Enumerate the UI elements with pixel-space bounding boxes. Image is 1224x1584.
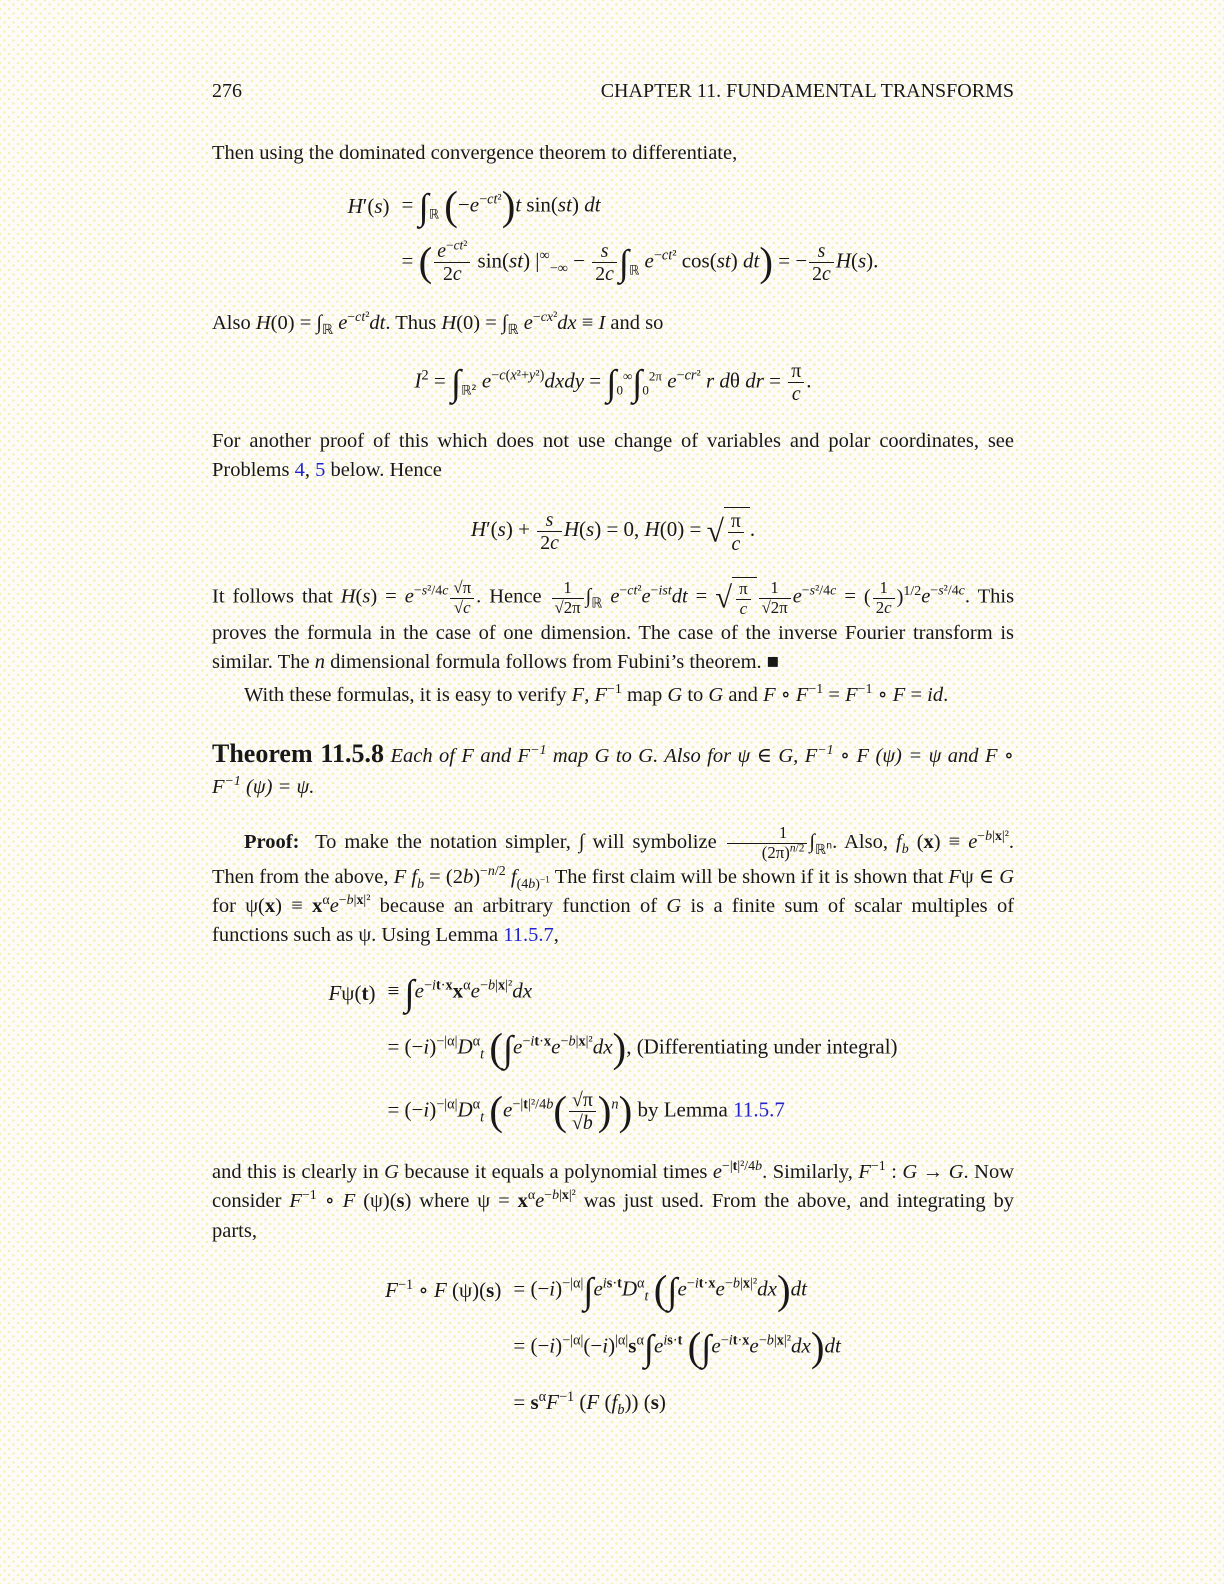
equation-I-squared: $I^2 = \int_{ℝ^2}$ $e^{-c(x^2+y^2)}dxdy = \int_0^\infty\int_0^{2\pi}$ $e^{-cr^2}$ r dθ dr = $\frac{\pi}{c}$ . (414, 359, 812, 405)
page-header (212, 80, 1014, 103)
equation-ode-H: H′(s) + $\frac{s}{2c}$ H(s) = 0, H(0) = √ $\frac{\pi}{c}$ . (470, 508, 756, 556)
paragraph-it-follows: It follows that $H(s) = e^{-s^2/4c}$ $\frac{√\pi}{√c}$ . Hence $\frac{1}{√2\pi}$ $\int_ℝ$ $e^{-ct^2}e^{-ist}dt$ = √ $\frac{\pi}{c}$ $\frac{1}{√2\pi}$ $e^{-s^2/4c}$ = ( $\frac{1}{2c}$ )$^{1/2}e^{-s^2/4c}$. This proves the formula in the case of one dimension. The case of the inverse Fourier transform is similar. The n dimensional formula follows from Fubini’s theorem. ■ (212, 577, 1015, 674)
theorem-statement: Each of F and $F^{-1}$ map G to G. Also for ψ ∈ G, $F^{-1}$ ∘ F (ψ) = ψ and F ∘ $F^{-1}$ (ψ) = ψ. (212, 743, 1014, 799)
eq-F-inv-F-row3: = $s^\alpha F^{-1}$ (F $(f_b)$) (s) (513, 1389, 666, 1419)
theorem-11-5-8 (212, 736, 1014, 802)
equation-F-psi (212, 972, 1014, 1135)
eq-F-psi-row1: ≡ $\int e^{-it\cdot x}x^\alpha e^{-b|x|^2}dx$ (387, 972, 533, 1014)
chapter-header: CHAPTER 11. FUNDAMENTAL TRANSFORMS (600, 80, 1014, 102)
lemma-11-5-7-link-2[interactable]: 11.5.7 (733, 1097, 785, 1122)
eq-H-prime-row2: = ( $\frac{e^{-ct^2}}{2c}$ sin(st) $|^\infty_{-\infty}$ − $\frac{s}{2c}$ $\int_ℝ$ $e^{-ct^2}$ cos(st) dt) = − $\frac{s}{2c}$ H(s). (401, 236, 879, 285)
equation-H-prime (212, 183, 1014, 285)
theorem-heading-label: Theorem 11.5.8 (212, 739, 384, 769)
eq-H-prime-lhs: H′(s) (347, 194, 390, 219)
paragraph-also-H0: Also $H(0) = \int_ℝ$ $e^{-ct^2}dt$. Thus $H(0) = \int_ℝ$ $e^{-cx^2}dx \equiv I$ and so (212, 309, 664, 338)
lemma-11-5-7-link[interactable]: 11.5.7 (503, 924, 554, 947)
eq-F-psi-row3: = $(-i)^{-|\alpha|}D^\alpha_t$ ($e^{-|t|^2/4b}$( $\frac{√\pi}{√b}$ )$^n$) by Lemma 11.5.7 (387, 1088, 785, 1135)
paragraph-with-these-formulas: With these formulas, it is easy to verify F, $F^{-1}$ map G to G and F ∘ $F^{-1} = F^{-1}$ ∘ F = id. (244, 682, 949, 707)
eq-H-prime-row1: = $\int_ℝ$ $(-e^{-ct^2})t$ sin(st) dt (401, 183, 601, 229)
eq-F-inv-F-row2: = $(-i)^{-|\alpha|}(-i)^{|\alpha|}s^\alpha\int e^{is\cdot t}$ $(\int e^{-it\cdot x}e^{-b|x|^2}dx)dt$ (513, 1324, 841, 1370)
eq-F-inv-F-lhs: $F^{-1}$ ∘ F (ψ)(s) (385, 1276, 502, 1302)
eq-F-inv-F-row1: = $(-i)^{-|\alpha|}\int e^{is\cdot t}D^\alpha_t$ $(\int e^{-it\cdot x}e^{-b|x|^2}dx)dt$ (513, 1267, 807, 1313)
eq-F-psi-lhs: Fψ(t) (328, 980, 376, 1005)
paragraph-clearly-in-G: and this is clearly in G because it equals a polynomial times $e^{-|t|^2/4b}$. Similarly, $F^{-1}$ : G → G. Now consider $F^{-1}$ ∘ F (ψ)(s) where $\psi = x^\alpha e^{-b|x|^2}$ was just used. From the above, and integrating by parts, (212, 1159, 1015, 1242)
paragraph-another-proof: For another proof of this which does not use change of variables and polar coordinates, see Problems 4, 5 below. Hence (212, 429, 1014, 482)
paragraph-intro: Then using the dominated convergence theorem to differentiate, (212, 142, 738, 164)
eq-F-psi-row2: = $(-i)^{-|\alpha|}D^\alpha_t$ $(\int e^{-it\cdot x}e^{-b|x|^2}dx)$, (Differentiating under integral) (387, 1025, 898, 1071)
problem-5-link[interactable]: 5 (315, 459, 326, 482)
page-number: 276 (212, 80, 242, 102)
paragraph-proof: Proof: To make the notation simpler, ∫ will symbolize $\frac{1}{(2\pi)^{n/2}}$ $\int_{ℝ^n}$. Also, $f_b$ $(x) \equiv e^{-b|x|^2}$. Then from the above, F $f_b = (2b)^{-n/2}$ $f_{(4b)^{-1}}$ The first claim will be shown if it is shown that Fψ ∈ G for $\psi(x) \equiv x^\alpha e^{-b|x|^2}$ because an arbitrary function of G is a finite sum of scalar multiples of functions such as ψ. Using Lemma 11.5.7, (212, 823, 1015, 947)
equation-F-inv-F (212, 1267, 1014, 1419)
problem-4-link[interactable]: 4 (294, 459, 305, 482)
